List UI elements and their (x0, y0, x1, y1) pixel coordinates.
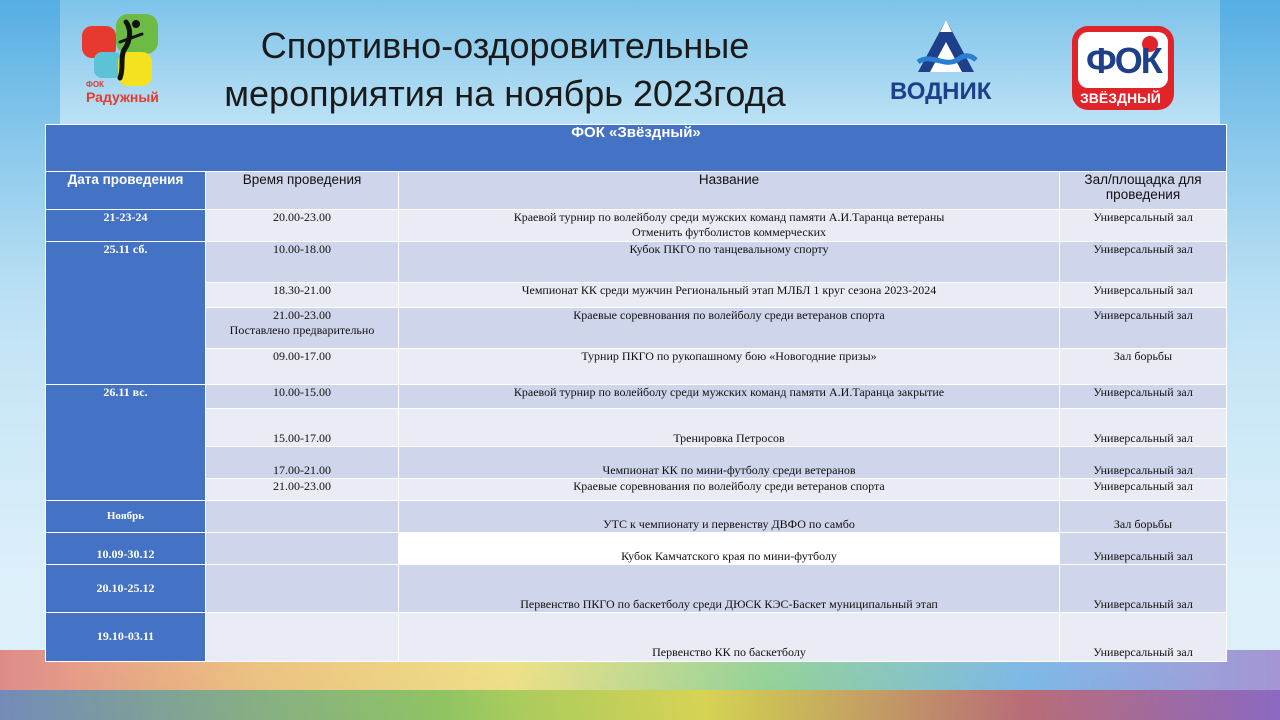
row-name: УТС к чемпионату и первенству ДВФО по самбо (399, 501, 1060, 533)
row-time (206, 501, 399, 533)
table-row (46, 565, 1227, 613)
row-name: Первенство КК по баскетболу (399, 613, 1060, 662)
row-name (399, 210, 1060, 242)
table-row (46, 409, 1227, 447)
row-hall: Универсальный зал (1060, 533, 1227, 565)
table-row (46, 242, 1227, 283)
table-row (46, 479, 1227, 501)
row-name: Краевые соревнования по волейболу среди ветеранов спорта (399, 479, 1060, 501)
row-hall: Универсальный зал (1060, 283, 1227, 308)
row-time (206, 565, 399, 613)
row-hall: Универсальный зал (1060, 385, 1227, 409)
logo-zvezdny (1072, 26, 1174, 110)
row-hall: Универсальный зал (1060, 447, 1227, 479)
page-title (180, 22, 830, 118)
row-hall: Универсальный зал (1060, 409, 1227, 447)
row-hall: Зал борьбы (1060, 349, 1227, 385)
row-name-line2: Отменить футболистов коммерческих (632, 225, 826, 239)
table-row (46, 349, 1227, 385)
header-name: Название (399, 172, 1060, 210)
row-hall: Универсальный зал (1060, 565, 1227, 613)
table-row (46, 308, 1227, 349)
row-time (206, 613, 399, 662)
row-time: 18.30-21.00 (206, 283, 399, 308)
table-row (46, 210, 1227, 242)
header-time: Время проведения (206, 172, 399, 210)
header-hall: Зал/площадка для проведения (1060, 172, 1227, 210)
row-name: Кубок ПКГО по танцевальному спорту (399, 242, 1060, 283)
table-row (46, 501, 1227, 533)
row-name: Кубок Камчатского края по мини-футболу (399, 533, 1060, 565)
header-date: Дата проведения (46, 172, 206, 210)
row-name: Краевой турнир по волейболу среди мужских команд памяти А.И.Таранца закрытие (399, 385, 1060, 409)
row-time: 15.00-17.00 (206, 409, 399, 447)
logo-vodnik (888, 16, 1004, 108)
row-time (206, 533, 399, 565)
row-time: 10.00-18.00 (206, 242, 399, 283)
page-title-line2: мероприятия на ноябрь 2023года (224, 73, 786, 114)
row-name: Чемпионат КК среди мужчин Региональный этап МЛБЛ 1 круг сезона 2023-2024 (399, 283, 1060, 308)
row-time: 20.00-23.00 (206, 210, 399, 242)
table-column-header-row (46, 172, 1227, 210)
logo-zvezdny-name-text: ЗВЁЗДНЫЙ (1080, 90, 1161, 106)
row-hall: Универсальный зал (1060, 210, 1227, 242)
row-date: 21-23-24 (46, 210, 206, 242)
row-hall: Универсальный зал (1060, 308, 1227, 349)
row-time (206, 308, 399, 349)
row-date: 26.11 вс. (46, 385, 206, 501)
row-date: 25.11 сб. (46, 242, 206, 385)
row-name: Тренировка Петросов (399, 409, 1060, 447)
row-date: 20.10-25.12 (46, 565, 206, 613)
logo-raduzhny-name-text: Радужный (86, 89, 159, 105)
row-date: Ноябрь (46, 501, 206, 533)
table-venue-header-row (46, 125, 1227, 172)
logo-vodnik-text: ВОДНИК (890, 78, 992, 105)
row-hall: Универсальный зал (1060, 479, 1227, 501)
row-time: 17.00-21.00 (206, 447, 399, 479)
row-name: Турнир ПКГО по рукопашному бою «Новогодние призы» (399, 349, 1060, 385)
row-name: Чемпионат КК по мини-футболу среди ветеранов (399, 447, 1060, 479)
row-name: Первенство ПКГО по баскетболу среди ДЮСК КЭС-Баскет муниципальный этап (399, 565, 1060, 613)
logo-zvezdny-mark-text: ФОК (1086, 40, 1161, 81)
row-date: 10.09-30.12 (46, 533, 206, 565)
table-row (46, 283, 1227, 308)
row-date: 19.10-03.11 (46, 613, 206, 662)
row-hall: Универсальный зал (1060, 613, 1227, 662)
row-time-line1: 21.00-23.00 (273, 308, 331, 322)
table-row (46, 533, 1227, 565)
page-title-line1: Спортивно-оздоровительные (260, 25, 750, 66)
logo-raduzhny-top-text: ФОК (86, 80, 104, 89)
row-time: 09.00-17.00 (206, 349, 399, 385)
table-row (46, 385, 1227, 409)
background-right-decoration (1220, 0, 1280, 720)
logo-raduzhny (80, 12, 166, 108)
row-time: 10.00-15.00 (206, 385, 399, 409)
row-time: 21.00-23.00 (206, 479, 399, 501)
row-name-line1: Краевой турнир по волейболу среди мужских команд памяти А.И.Таранца ветераны (513, 210, 945, 224)
table-row (46, 447, 1227, 479)
background-bottom-stripe (0, 690, 1280, 720)
venue-title: ФОК «Звёздный» (46, 125, 1227, 172)
row-hall: Универсальный зал (1060, 242, 1227, 283)
row-time-note: Поставлено предварительно (229, 323, 375, 337)
table-row (46, 613, 1227, 662)
row-name: Краевые соревнования по волейболу среди ветеранов спорта (399, 308, 1060, 349)
schedule-table (45, 124, 1227, 662)
row-hall: Зал борьбы (1060, 501, 1227, 533)
